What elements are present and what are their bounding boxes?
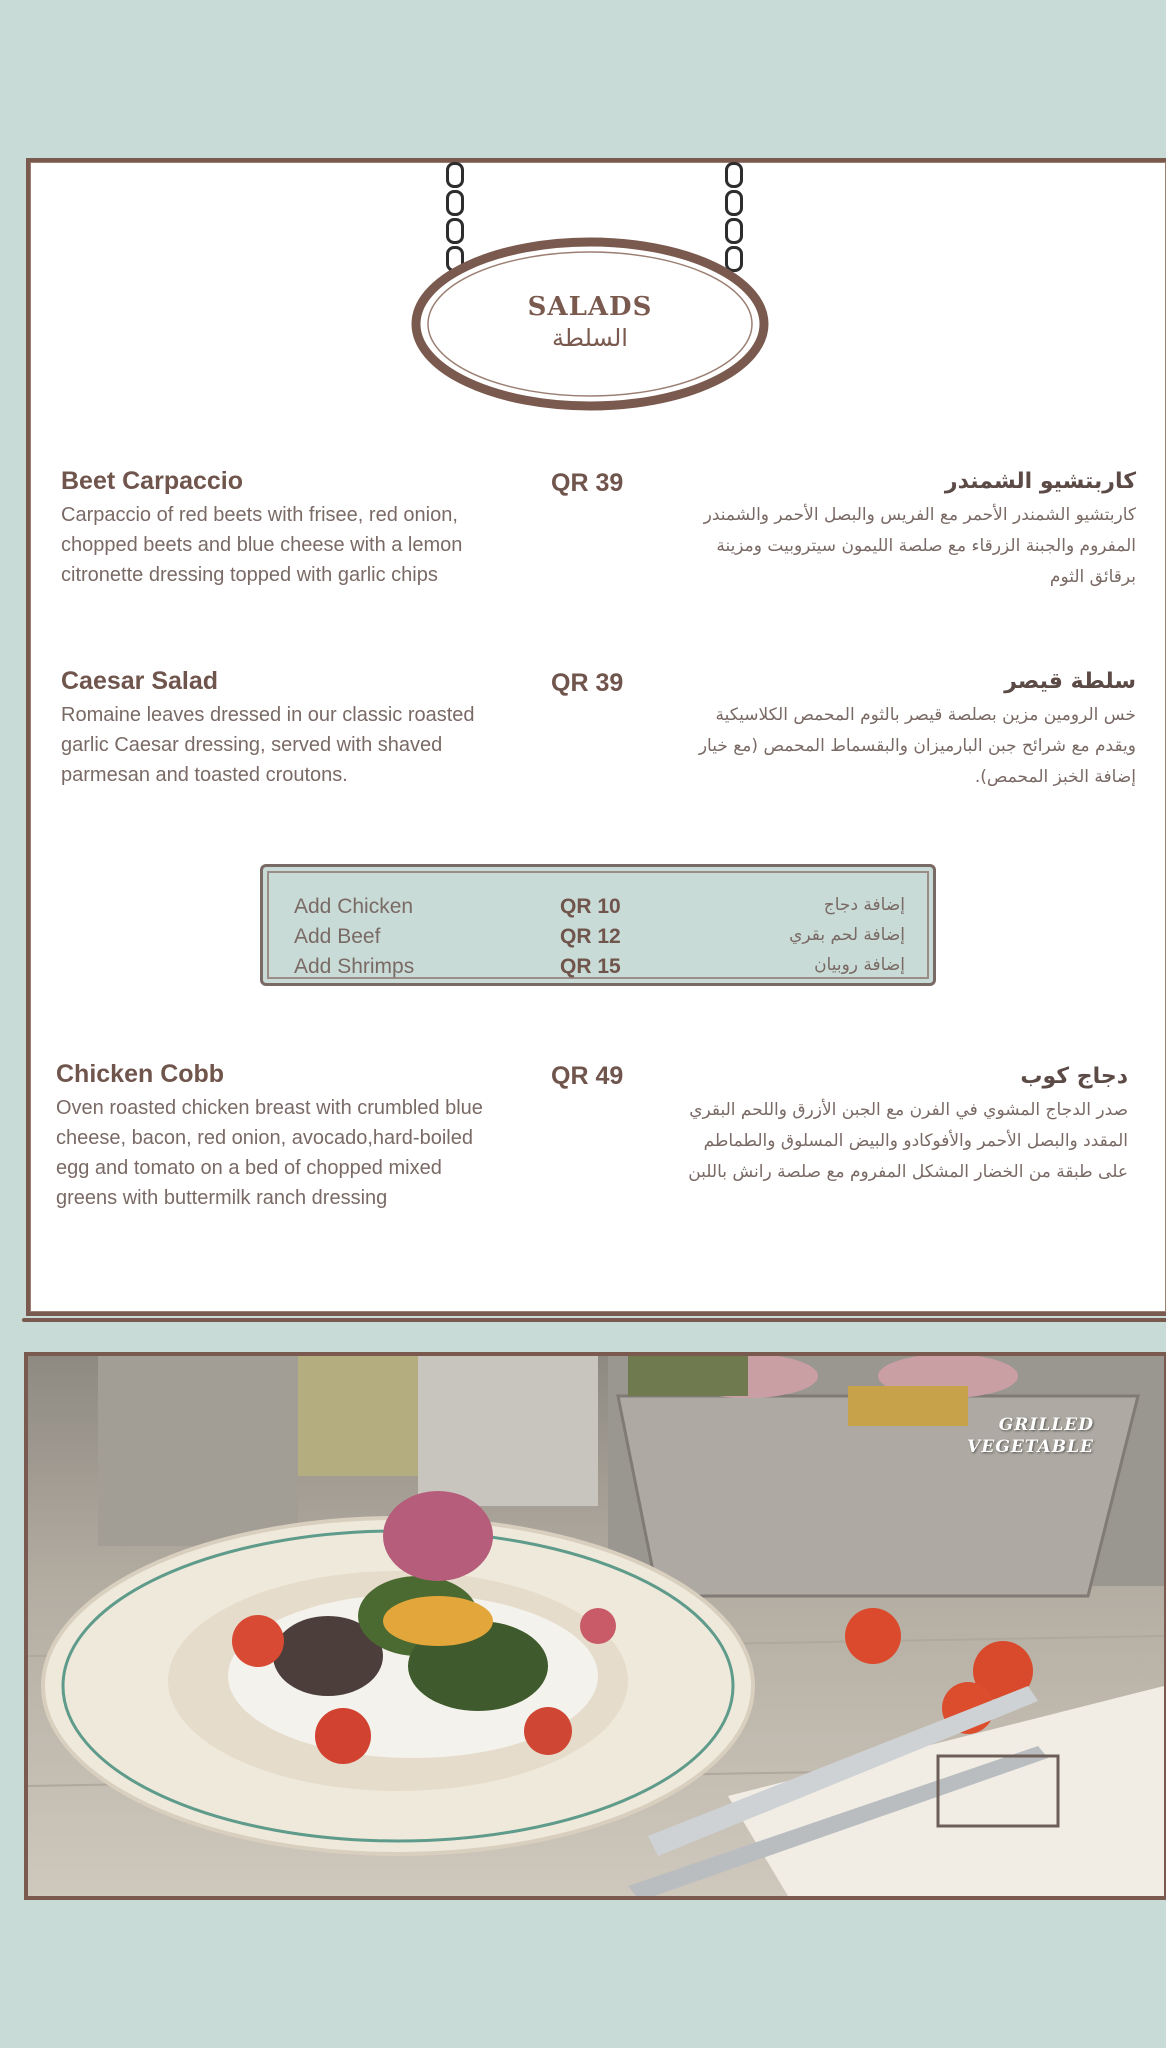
addon-name: Add Shrimps xyxy=(294,955,415,978)
addon-price: QR 10 xyxy=(560,895,621,918)
item-name-arabic: كاربتشيو الشمندر xyxy=(944,469,1136,494)
menu-item-beet-carpaccio xyxy=(61,467,481,590)
food-photo xyxy=(24,1352,1166,1900)
addon-price: QR 12 xyxy=(560,925,621,948)
section-title: SALADS xyxy=(527,292,653,322)
item-name: Beet Carpaccio xyxy=(61,467,244,495)
item-name: Caesar Salad xyxy=(61,667,219,695)
addon-row xyxy=(263,925,933,955)
menu-item-arabic xyxy=(696,669,1136,793)
addon-price: QR 15 xyxy=(560,955,621,978)
addon-name: Add Beef xyxy=(294,925,381,948)
addon-row xyxy=(263,955,933,985)
item-description-arabic: صدر الدجاج المشوي في الفرن مع الجبن الأزرق واللحم البقري المقدد والبصل الأحمر والأفوكادو والبيض المسلوق والطماطم على طبقة من الخضار المشكل المفروم مع صلصة رانش باللبن xyxy=(688,1100,1128,1182)
photo-caption xyxy=(967,1414,1094,1458)
item-price: QR 39 xyxy=(551,669,624,697)
item-price: QR 49 xyxy=(551,1062,624,1090)
item-description-arabic: كاربتشيو الشمندر الأحمر مع الفريس والبصل الأحمر والشمندر المفروم والجبنة الزرقاء مع صلصة الليمون سيتروبيت ومزينة برقائق الثوم xyxy=(703,505,1136,587)
item-description: Romaine leaves dressed in our classic roasted garlic Caesar dressing, served with shaved parmesan and toasted croutons. xyxy=(61,704,475,786)
item-description-arabic: خس الرومين مزين بصلصة قيصر بالثوم المحمص الكلاسيكية ويقدم مع شرائح جبن البارميزان والبقسماط المحمص (مع خيار إضافة الخبز المحمص). xyxy=(698,705,1136,787)
photo-caption-line2: VEGETABLE xyxy=(967,1437,1094,1457)
item-name-arabic: دجاج كوب xyxy=(1020,1064,1128,1089)
menu-item-arabic xyxy=(676,469,1136,593)
item-description: Oven roasted chicken breast with crumbled blue cheese, bacon, red onion, avocado,hard-boiled egg and tomato on a bed of chopped mixed greens with buttermilk ranch dressing xyxy=(56,1097,483,1209)
addon-name-arabic: إضافة لحم بقري xyxy=(789,925,905,945)
section-title-arabic: السلطة xyxy=(552,324,628,352)
addon-name-arabic: إضافة دجاج xyxy=(823,895,905,915)
addons-box xyxy=(260,864,936,986)
item-description: Carpaccio of red beets with frisee, red onion, chopped beets and blue cheese with a lemon citronette dressing topped with garlic chips xyxy=(61,504,463,586)
menu-item-chicken-cobb xyxy=(56,1060,496,1213)
addon-name-arabic: إضافة روبيان xyxy=(814,955,905,975)
item-price: QR 39 xyxy=(551,469,624,497)
menu-item-arabic xyxy=(678,1064,1128,1188)
addon-name: Add Chicken xyxy=(294,895,414,918)
item-name: Chicken Cobb xyxy=(56,1060,225,1088)
menu-card xyxy=(26,158,1166,1316)
menu-item-caesar-salad xyxy=(61,667,481,790)
addon-row xyxy=(263,895,933,925)
photo-caption-line1: GRILLED xyxy=(998,1415,1094,1435)
section-sign xyxy=(410,232,770,412)
item-name-arabic: سلطة قيصر xyxy=(1004,669,1136,694)
